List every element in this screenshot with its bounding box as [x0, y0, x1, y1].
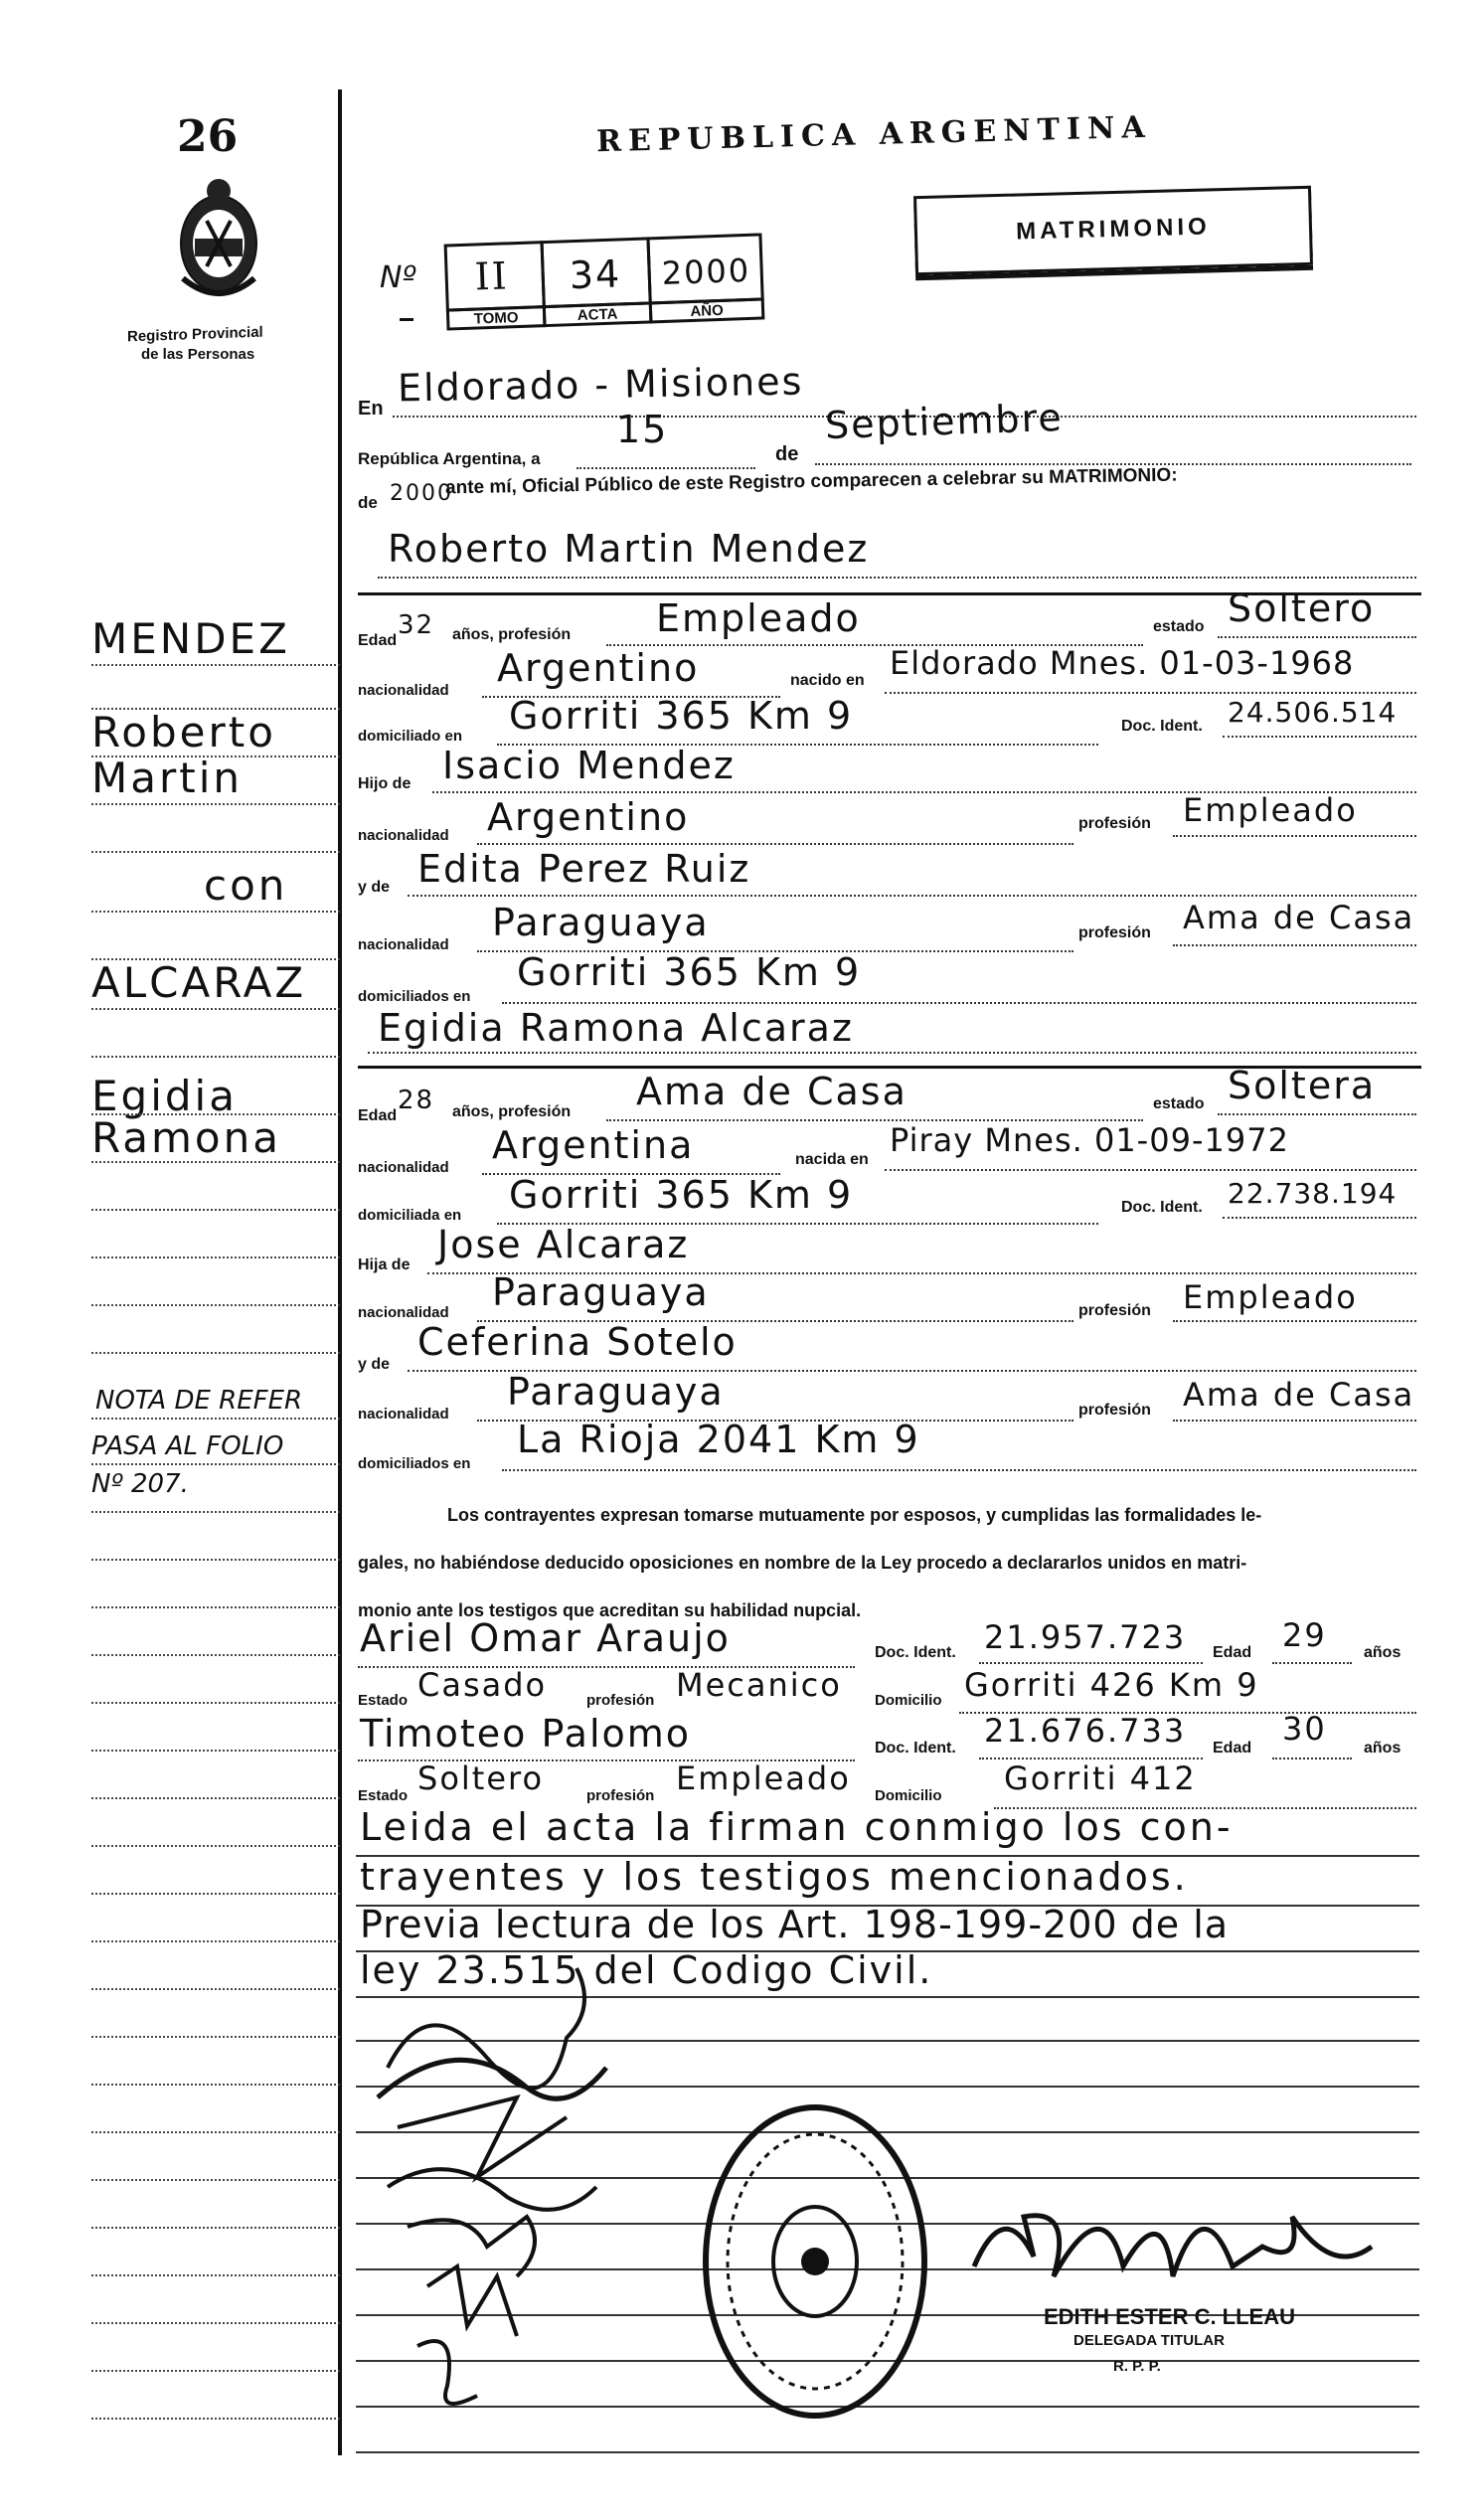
- label-witness1-edad: Edad: [1213, 1644, 1252, 1661]
- bride-address: Gorriti 365 Km 9: [509, 1173, 854, 1217]
- label-de-year: de: [358, 493, 378, 512]
- groom-doc: 24.506.514: [1228, 696, 1398, 729]
- label-groom-estado: estado: [1153, 618, 1205, 635]
- bride-civil-status: Soltera: [1228, 1064, 1377, 1107]
- label-bride-doc: Doc. Ident.: [1121, 1199, 1203, 1216]
- column-divider: [338, 89, 342, 2455]
- margin-given-groom-2: Martin: [91, 754, 243, 802]
- label-witness2-profesion: profesión: [586, 1787, 655, 1804]
- bride-doc: 22.738.194: [1228, 1177, 1398, 1210]
- act-day: 15: [616, 408, 669, 451]
- label-witness2-domicilio: Domicilio: [875, 1787, 942, 1804]
- groom-profession: Empleado: [656, 596, 861, 640]
- groom-age: 32: [398, 610, 435, 640]
- officer-title: DELEGADA TITULAR: [1073, 2332, 1225, 2349]
- label-witness1-doc: Doc. Ident.: [875, 1644, 956, 1661]
- label-witness1-estado: Estado: [358, 1692, 409, 1709]
- label-bride-profesion: años, profesión: [452, 1103, 572, 1120]
- groom-full-name: Roberto Martin Mendez: [388, 527, 870, 571]
- closing-line-1: Leida el acta la firman conmigo los con-: [360, 1805, 1234, 1849]
- label-groom-profesion: años, profesión: [452, 626, 572, 643]
- witness2-name: Timoteo Palomo: [360, 1712, 692, 1756]
- groom-address: Gorriti 365 Km 9: [509, 694, 854, 738]
- label-groom-mother: y de: [358, 879, 391, 896]
- registry-number-box: [444, 233, 765, 331]
- margin-note-1: NOTA DE REFER: [95, 1386, 303, 1416]
- witness2-doc: 21.676.733: [984, 1712, 1187, 1750]
- ano-value: 2000: [661, 251, 751, 292]
- label-witness1-anos: años: [1364, 1644, 1402, 1661]
- closing-paragraph-2: gales, no habiéndose deducido oposiciones en nombre de la Ley procedo a declararlos unidos en matri-: [358, 1553, 1247, 1573]
- groom-birth: Eldorado Mnes. 01-03-1968: [890, 644, 1355, 682]
- bride-mother-nationality: Paraguaya: [507, 1370, 725, 1414]
- bride-mother-profession: Ama de Casa: [1183, 1376, 1415, 1414]
- label-bride-father-nac: nacionalidad: [358, 1304, 449, 1321]
- label-bride-edad: Edad: [358, 1107, 398, 1124]
- tomo-label: TOMO: [473, 309, 519, 328]
- margin-surname-groom: MENDEZ: [91, 614, 290, 663]
- label-bride-hija: Hija de: [358, 1256, 411, 1273]
- act-place: Eldorado - Misiones: [397, 359, 804, 411]
- margin-note-3: Nº 207.: [91, 1469, 189, 1499]
- bride-profession: Ama de Casa: [636, 1070, 907, 1113]
- coat-of-arms-icon: [169, 169, 268, 308]
- label-bride-mother: y de: [358, 1356, 391, 1373]
- closing-line-2: trayentes y los testigos mencionados.: [360, 1855, 1189, 1899]
- label-witness1-profesion: profesión: [586, 1692, 655, 1709]
- margin-note-2: PASA AL FOLIO: [91, 1431, 284, 1461]
- bride-mother: Ceferina Sotelo: [417, 1320, 738, 1364]
- officer-name: EDITH ESTER C. LLEAU: [1044, 2304, 1296, 2329]
- ano-label: AÑO: [690, 301, 725, 320]
- officer-place: R. P. P.: [1113, 2358, 1161, 2375]
- label-groom-mother-nac: nacionalidad: [358, 936, 449, 953]
- intro-text: ante mí, Oficial Público de este Registro comparecen a celebrar su MATRIMONIO:: [444, 464, 1178, 499]
- registry-name-line1: Registro Provincial: [127, 323, 263, 346]
- margin-given-bride-1: Egidia: [91, 1072, 238, 1120]
- signatures-left: [368, 1948, 646, 2426]
- margin-connector: con: [204, 861, 288, 910]
- groom-nationality: Argentino: [497, 646, 700, 690]
- label-en: En: [358, 398, 384, 419]
- label-bride-parents-address: domiciliados en: [358, 1455, 471, 1472]
- label-groom-hijo: Hijo de: [358, 775, 412, 792]
- bride-father-nationality: Paraguaya: [492, 1270, 710, 1314]
- official-seal-icon: [696, 2097, 934, 2426]
- witness2-civil-status: Soltero: [417, 1759, 545, 1797]
- bride-birth: Piray Mnes. 01-09-1972: [890, 1121, 1289, 1159]
- closing-line-3: Previa lectura de los Art. 198-199-200 de la: [360, 1903, 1230, 1946]
- margin-given-groom-1: Roberto: [91, 708, 276, 756]
- act-type-label: MATRIMONIO: [1015, 213, 1212, 246]
- label-groom-mother-prof: profesión: [1078, 924, 1151, 941]
- registry-name-line2: de las Personas: [141, 346, 255, 363]
- label-bride-mother-nac: nacionalidad: [358, 1406, 449, 1423]
- groom-parents-address: Gorriti 365 Km 9: [517, 950, 862, 994]
- groom-mother: Edita Perez Ruiz: [417, 847, 751, 891]
- bride-nationality: Argentina: [492, 1123, 695, 1167]
- witness2-profession: Empleado: [676, 1759, 851, 1797]
- witness1-name: Ariel Omar Araujo: [360, 1616, 731, 1660]
- label-witness2-anos: años: [1364, 1740, 1402, 1757]
- box-prefix: Nº: [380, 260, 416, 295]
- label-groom-nacido: nacido en: [790, 672, 865, 689]
- witness2-address: Gorriti 412: [1004, 1759, 1197, 1797]
- label-witness2-edad: Edad: [1213, 1740, 1252, 1757]
- groom-civil-status: Soltero: [1228, 586, 1376, 630]
- label-groom-nacionalidad: nacionalidad: [358, 682, 449, 699]
- label-bride-nacida: nacida en: [795, 1151, 869, 1168]
- act-year: 2000: [390, 481, 453, 506]
- label-bride-mother-prof: profesión: [1078, 1402, 1151, 1419]
- witness1-civil-status: Casado: [417, 1666, 548, 1704]
- tomo-value: II: [473, 253, 510, 299]
- label-witness2-estado: Estado: [358, 1787, 409, 1804]
- witness1-address: Gorriti 426 Km 9: [964, 1666, 1259, 1704]
- acta-label: ACTA: [577, 305, 618, 324]
- closing-paragraph-1: Los contrayentes expresan tomarse mutuamente por esposos, y cumplidas las formalidades le-: [447, 1505, 1262, 1525]
- closing-line-4: ley 23.515 del Codigo Civil.: [360, 1948, 933, 1992]
- bride-age: 28: [398, 1086, 435, 1115]
- witness2-age: 30: [1282, 1710, 1327, 1748]
- act-month: Septiembre: [824, 395, 1065, 448]
- label-groom-father-prof: profesión: [1078, 815, 1151, 832]
- dash-mark: [400, 318, 413, 321]
- groom-father-nationality: Argentino: [487, 795, 690, 839]
- label-groom-edad: Edad: [358, 632, 398, 649]
- groom-father-profession: Empleado: [1183, 791, 1358, 829]
- label-groom-domicilio: domiciliado en: [358, 728, 463, 745]
- label-groom-doc: Doc. Ident.: [1121, 718, 1203, 735]
- label-bride-nacionalidad: nacionalidad: [358, 1159, 449, 1176]
- officer-signature: [964, 2177, 1382, 2306]
- bride-father: Jose Alcaraz: [437, 1223, 690, 1266]
- label-groom-father-nac: nacionalidad: [358, 827, 449, 844]
- country-title: REPUBLICA ARGENTINA: [595, 109, 1153, 160]
- page-number: 26: [177, 111, 239, 162]
- bride-parents-address: La Rioja 2041 Km 9: [517, 1418, 920, 1461]
- label-bride-estado: estado: [1153, 1095, 1205, 1112]
- label-bride-domicilio: domiciliada en: [358, 1207, 462, 1224]
- acta-value: 34: [568, 251, 622, 298]
- label-witness1-domicilio: Domicilio: [875, 1692, 942, 1709]
- groom-mother-profession: Ama de Casa: [1183, 899, 1415, 936]
- margin-surname-bride: ALCARAZ: [91, 958, 307, 1007]
- witness1-age: 29: [1282, 1616, 1327, 1654]
- label-bride-father-prof: profesión: [1078, 1302, 1151, 1319]
- label-de-month: de: [775, 443, 799, 465]
- label-groom-parents-address: domiciliados en: [358, 988, 471, 1005]
- label-republica: República Argentina, a: [358, 449, 541, 468]
- groom-father: Isacio Mendez: [442, 744, 736, 787]
- act-type-box: [913, 186, 1313, 275]
- label-witness2-doc: Doc. Ident.: [875, 1740, 956, 1757]
- witness1-profession: Mecanico: [676, 1666, 842, 1704]
- closing-paragraph-3: monio ante los testigos que acreditan su habilidad nupcial.: [358, 1600, 862, 1620]
- margin-given-bride-2: Ramona: [91, 1113, 281, 1162]
- bride-full-name: Egidia Ramona Alcaraz: [378, 1006, 854, 1050]
- witness1-doc: 21.957.723: [984, 1618, 1187, 1656]
- groom-mother-nationality: Paraguaya: [492, 901, 710, 944]
- bride-father-profession: Empleado: [1183, 1278, 1358, 1316]
